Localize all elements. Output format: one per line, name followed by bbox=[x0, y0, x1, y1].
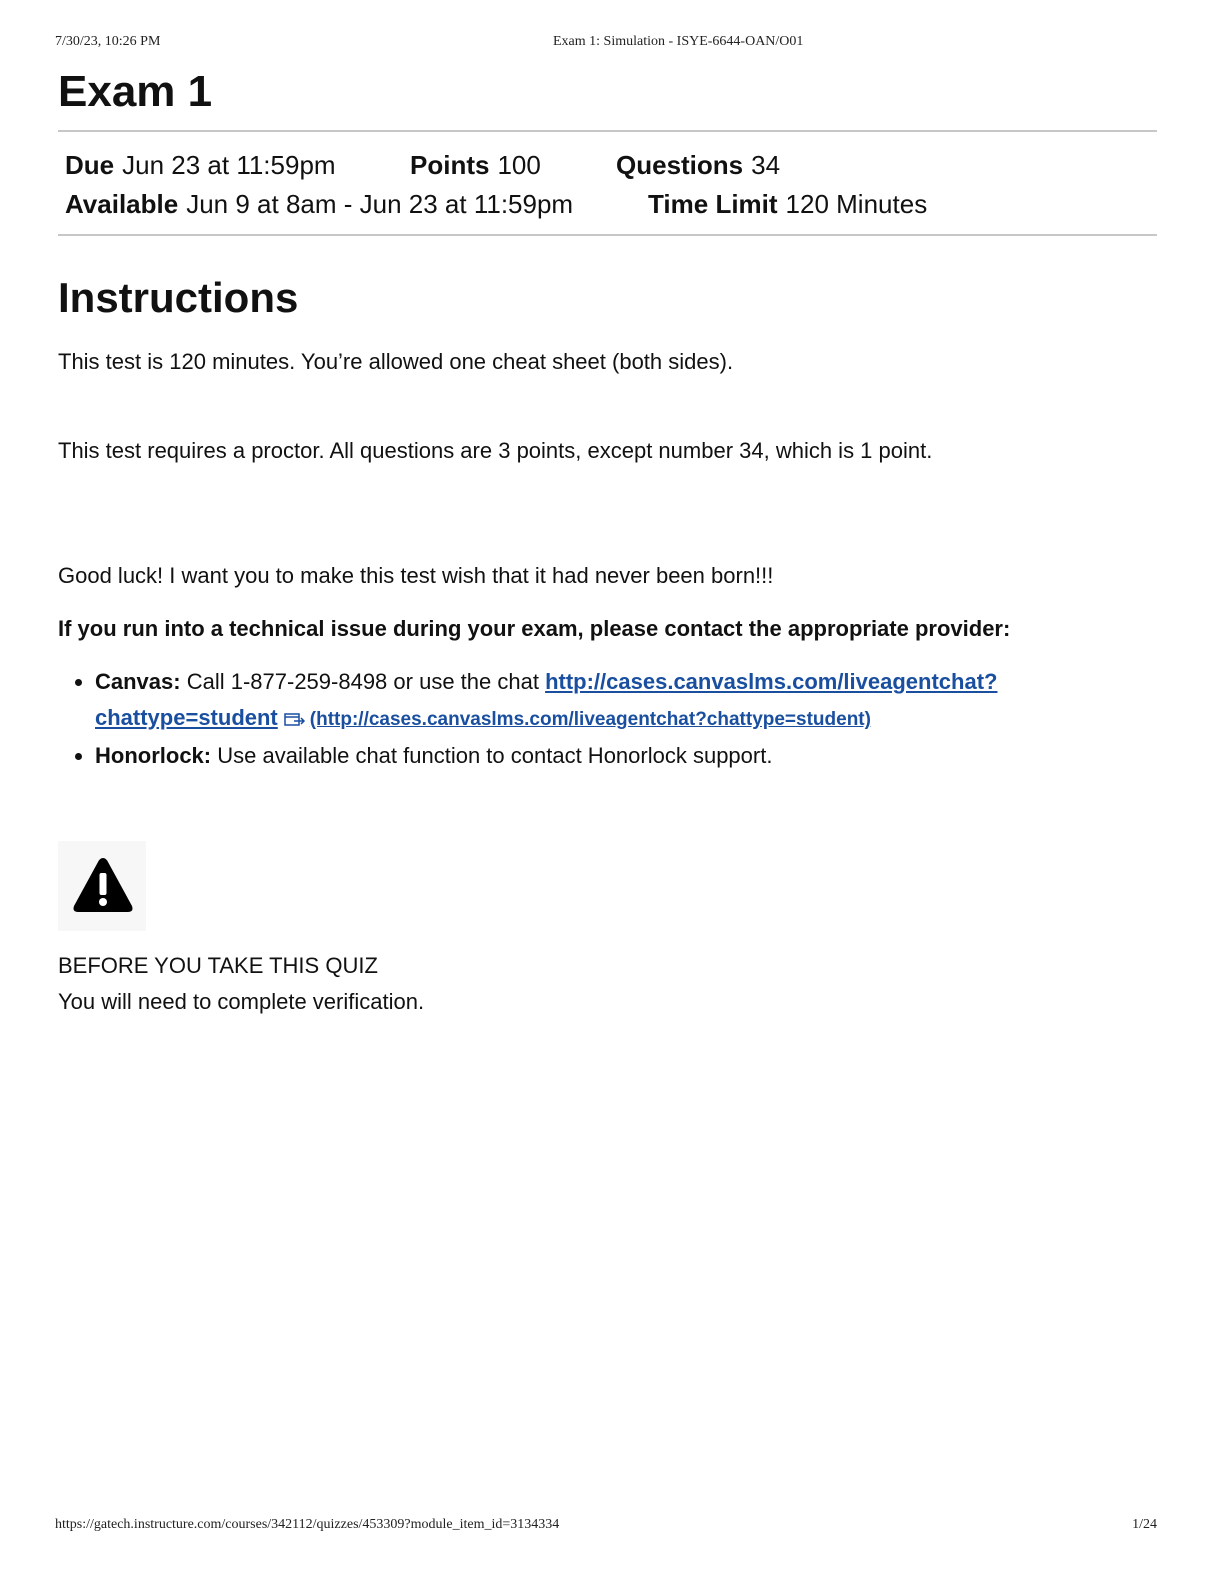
instructions-paragraph: This test requires a proctor. All questions are 3 points, except number 34, which is 1 point. bbox=[58, 438, 933, 463]
points-detail bbox=[410, 150, 541, 181]
questions-value: 34 bbox=[751, 150, 781, 180]
verification-title: BEFORE YOU TAKE THIS QUIZ bbox=[58, 953, 378, 978]
time-limit-detail bbox=[648, 189, 927, 220]
print-page-title: Exam 1: Simulation - ISYE-6644-OAN/O01 bbox=[553, 34, 804, 49]
warning-triangle-icon bbox=[71, 855, 135, 915]
support-list bbox=[58, 664, 1135, 774]
canvas-chat-link-url[interactable]: (http://cases.canvaslms.com/liveagentchat?chattype=student) bbox=[309, 709, 871, 730]
honorlock-label: Honorlock: bbox=[95, 743, 212, 768]
points-label: Points bbox=[410, 150, 490, 180]
questions-label: Questions bbox=[616, 150, 744, 180]
available-detail bbox=[65, 189, 573, 220]
instructions-heading: Instructions bbox=[58, 274, 299, 321]
verification-notice bbox=[58, 948, 424, 1020]
points-value: 100 bbox=[497, 150, 541, 180]
quiz-details bbox=[58, 132, 1157, 234]
verification-text: You will need to complete verification. bbox=[58, 989, 425, 1014]
instructions-paragraph: This test is 120 minutes. You’re allowed one cheat sheet (both sides). bbox=[58, 349, 734, 374]
quiz-content bbox=[58, 62, 1157, 1014]
instructions-paragraph: Good luck! I want you to make this test wish that it had never been born!!! bbox=[58, 563, 774, 588]
print-footer bbox=[55, 1517, 1157, 1535]
time-limit-value: 120 Minutes bbox=[785, 189, 928, 219]
external-link-icon bbox=[284, 701, 306, 715]
support-item-canvas bbox=[95, 664, 1135, 738]
print-url: https://gatech.instructure.com/courses/342112/quizzes/453309?module_item_id=3134334 bbox=[55, 1517, 560, 1532]
due-detail bbox=[65, 150, 336, 181]
canvas-label: Canvas: bbox=[95, 669, 181, 694]
print-header bbox=[55, 34, 1157, 52]
print-page-number: 1/24 bbox=[1132, 1517, 1157, 1532]
questions-detail bbox=[616, 150, 780, 181]
quiz-title: Exam 1 bbox=[58, 67, 213, 116]
canvas-chat-link[interactable]: http://cases.canvaslms.com/liveagentchat?chattype=student bbox=[95, 669, 998, 730]
due-value: Jun 23 at 11:59pm bbox=[122, 150, 336, 180]
due-label: Due bbox=[65, 150, 115, 180]
canvas-text: Call 1-877-259-8498 or use the chat bbox=[186, 669, 539, 694]
available-value: Jun 9 at 8am - Jun 23 at 11:59pm bbox=[186, 189, 574, 219]
divider bbox=[58, 234, 1157, 236]
time-limit-label: Time Limit bbox=[648, 189, 778, 219]
support-item-honorlock bbox=[95, 738, 1135, 774]
honorlock-text: Use available chat function to contact Honorlock support. bbox=[217, 743, 773, 768]
print-datetime: 7/30/23, 10:26 PM bbox=[55, 34, 161, 49]
tech-issue-heading: If you run into a technical issue during your exam, please contact the appropriate provider: bbox=[58, 616, 1011, 641]
warning-icon-box bbox=[58, 841, 146, 931]
available-label: Available bbox=[65, 189, 179, 219]
